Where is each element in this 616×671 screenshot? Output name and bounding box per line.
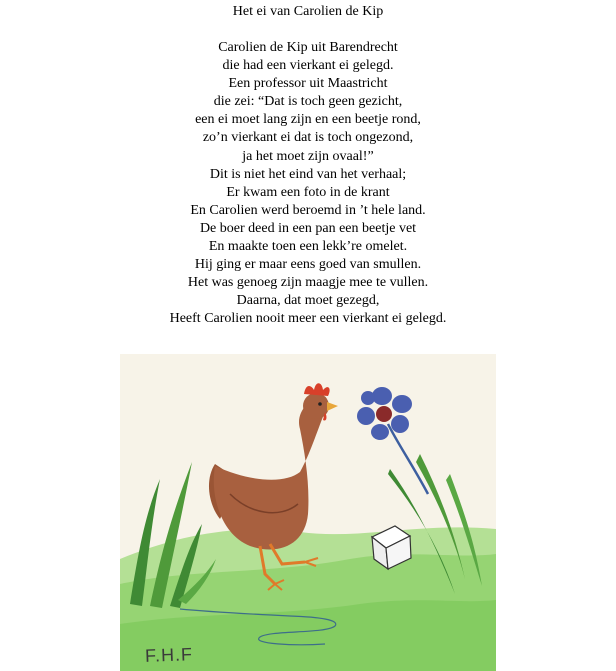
poem-line: En maakte toen een lekk’re omelet. xyxy=(208,239,408,255)
poem-line: Carolien de Kip uit Barendrecht xyxy=(218,40,398,55)
poem-line: Daarna, dat moet gezegd, xyxy=(236,293,380,309)
poem-line: zo’n vierkant ei dat is toch ongezond, xyxy=(202,130,414,146)
poem-line: De boer deed in een pan een beetje vet xyxy=(199,220,417,236)
poem-line: Heeft Carolien nooit meer een vierkant ei gelegd. xyxy=(169,311,447,327)
illustration-canvas xyxy=(120,354,496,671)
poem-line: En Carolien werd beroemd in ’t hele land. xyxy=(190,202,426,218)
poem-line: Dit is niet het eind van het verhaal; xyxy=(209,166,407,182)
poem-title: Het ei van Carolien de Kip xyxy=(232,4,384,19)
poem-line: die had een vierkant ei gelegd. xyxy=(222,58,394,74)
hen-illustration xyxy=(120,354,496,671)
artist-signature: F.H.F xyxy=(144,644,194,666)
poem-line: Een professor uit Maastricht xyxy=(228,76,388,92)
poem-line: Hij ging er maar eens goed van smullen. xyxy=(194,257,422,273)
poem-body xyxy=(0,39,616,329)
poem-line: die zei: “Dat is toch geen gezicht, xyxy=(213,94,403,110)
poem-line: ja het moet zijn ovaal!” xyxy=(242,148,374,164)
poem-line: een ei moet lang zijn en een beetje rond, xyxy=(195,112,421,128)
poem-line: Het was genoeg zijn maagje mee te vullen. xyxy=(187,275,429,291)
poem-line: Er kwam een foto in de krant xyxy=(226,184,390,200)
